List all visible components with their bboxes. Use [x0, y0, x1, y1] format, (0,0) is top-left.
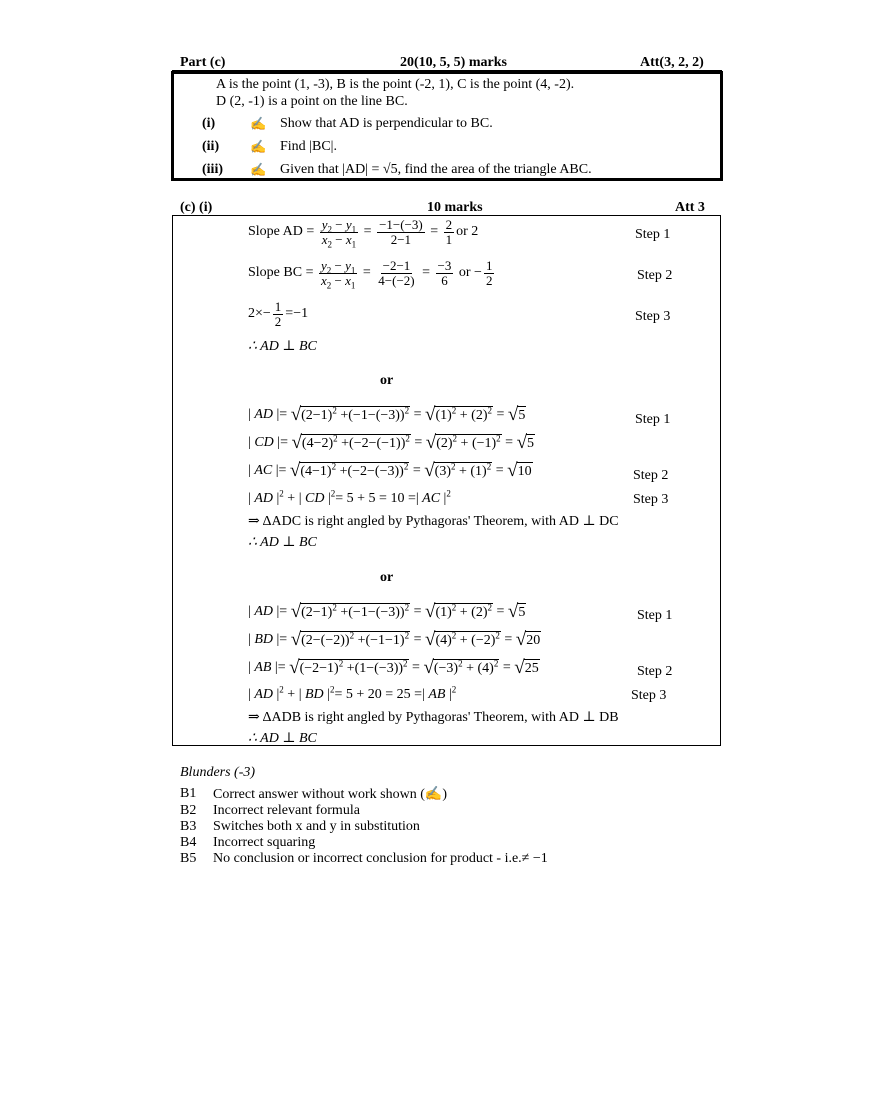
question-line-2: D (2, -1) is a point on the line BC.	[216, 94, 408, 109]
slope-ad-label: Slope AD	[248, 224, 303, 240]
item-iii-text: Given that |AD| = √5, find the area of the triangle ABC.	[280, 162, 592, 177]
step-1-label: Step 1	[637, 608, 673, 623]
pencil-icon: ✍	[250, 162, 267, 177]
att-label: Att(3, 2, 2)	[640, 55, 704, 70]
adb-text: ΔADB is right angled by Pythagoras' Theorem, with AD ⊥ DB	[262, 710, 619, 725]
pencil-icon: ✍	[250, 139, 267, 154]
step-3-label: Step 3	[633, 492, 669, 507]
blunder-code: B3	[180, 819, 197, 834]
step-2-label: Step 2	[637, 268, 673, 283]
step-2-label: Step 2	[633, 468, 669, 483]
item-ii-number: (ii)	[202, 139, 220, 154]
section-label: (c) (i)	[180, 200, 213, 215]
item-iii-number: (iii)	[202, 162, 223, 177]
adc-conclusion: ⇒ ΔADC is right angled by Pythagoras' Theorem, with AD ⊥ DC	[248, 514, 619, 529]
question-line-1: A is the point (1, -3), B is the point (-2, 1), C is the point (4, -2).	[216, 77, 575, 92]
blunder-text: Switches both x and y in substitution	[213, 819, 420, 834]
item-i-number: (i)	[202, 116, 216, 131]
ad-length-equation-2: | AD |= √ $(2-1)^2 +(-1-(-3))^2$ = √ $(1)^2 + (2)^2$ = √ 5	[248, 601, 526, 622]
ab-length-equation: | AB |= √ $(-2-1)^2 +(1-(-3))^2$ = √ $(-3)^2 + (4)^2$ = √ 25	[248, 657, 539, 678]
ad-length-equation: | AD |= √ $(2-1)^2 +(-1-(-3))^2$ = √ $(1)^2 + (2)^2$ = √ 5	[248, 404, 526, 425]
section-att: Att 3	[675, 200, 705, 215]
conclusion: ∴ AD ⊥ BC	[248, 339, 317, 354]
adb-conclusion: ⇒ ΔADB is right angled by Pythagoras' Theorem, with AD ⊥ DB	[248, 710, 619, 725]
product-equation: 2×− $\frac{1}{2}$ =−1	[248, 299, 309, 329]
blunder-text: Incorrect relevant formula	[213, 803, 360, 818]
ac-length-equation: | AC |= √ $(4-1)^2 +(-2-(-3))^2$ = √ $(3)^2 + (1)^2$ = √ 10	[248, 460, 532, 481]
or-divider: or	[380, 373, 394, 388]
pythagoras-sum-adb: | AD $|^2$ + | BD $|^2= 5 + 20 = 25$ =| AB $|^2$	[248, 684, 457, 702]
part-label: Part (c)	[180, 55, 226, 70]
slope-bc-equation: Slope BC = $\frac{y_2 - y_1}{x_2 - x_1}$ = $\frac{-2-1}{4-(-2)}$ = $\frac{-3}{6}$ or − $\frac{1}{2}$	[248, 258, 493, 291]
blunder-code: B5	[180, 851, 197, 866]
pencil-icon: ✍	[250, 116, 267, 131]
pythagoras-sum-adc: | AD $|^2$ + | CD $|^2= 5 + 5 = 10$ =| AC $|^2$	[248, 488, 451, 506]
cd-length-equation: | CD |= √ $(4-2)^2 +(-2-(-1))^2$ = √ $(2)^2 + (-1)^2$ = √ 5	[248, 432, 535, 453]
step-1-label: Step 1	[635, 227, 671, 242]
blunder-text: Correct answer without work shown (✍)	[213, 787, 447, 802]
item-ii-text: Find |BC|.	[280, 139, 337, 154]
step-3-label: Step 3	[635, 309, 671, 324]
slope-bc-label: Slope BC	[248, 265, 303, 281]
blunder-code: B4	[180, 835, 197, 850]
or-divider: or	[380, 570, 394, 585]
blunder-code: B2	[180, 803, 197, 818]
step-3-label: Step 3	[631, 688, 667, 703]
conclusion: ∴ AD ⊥ BC	[248, 731, 317, 746]
conclusion: ∴ AD ⊥ BC	[248, 535, 317, 550]
item-i-text: Show that AD is perpendicular to BC.	[280, 116, 493, 131]
step-1-label: Step 1	[635, 412, 671, 427]
blunder-text: No conclusion or incorrect conclusion for product - i.e.≠ −1	[213, 851, 548, 866]
slope-ad-equation: Slope AD = $\frac{y_2 - y_1}{x_2 - x_1}$ = $\frac{-1-(-3)}{2-1}$ = $\frac{2}{1}$ or 2	[248, 217, 479, 250]
step-2-label: Step 2	[637, 664, 673, 679]
question-box	[171, 71, 723, 181]
blunder-text: Incorrect squaring	[213, 835, 316, 850]
bd-length-equation: | BD |= √ $(2-(-2))^2 +(-1-1)^2$ = √ $(4)^2 + (-2)^2$ = √ 20	[248, 629, 541, 650]
adc-text: ΔADC is right angled by Pythagoras' Theorem, with AD ⊥ DC	[262, 514, 619, 529]
blunder-code: B1	[180, 786, 197, 801]
section-marks: 10 marks	[427, 200, 483, 215]
marks-label: 20(10, 5, 5) marks	[400, 55, 507, 70]
blunders-title: Blunders (-3)	[180, 765, 256, 780]
